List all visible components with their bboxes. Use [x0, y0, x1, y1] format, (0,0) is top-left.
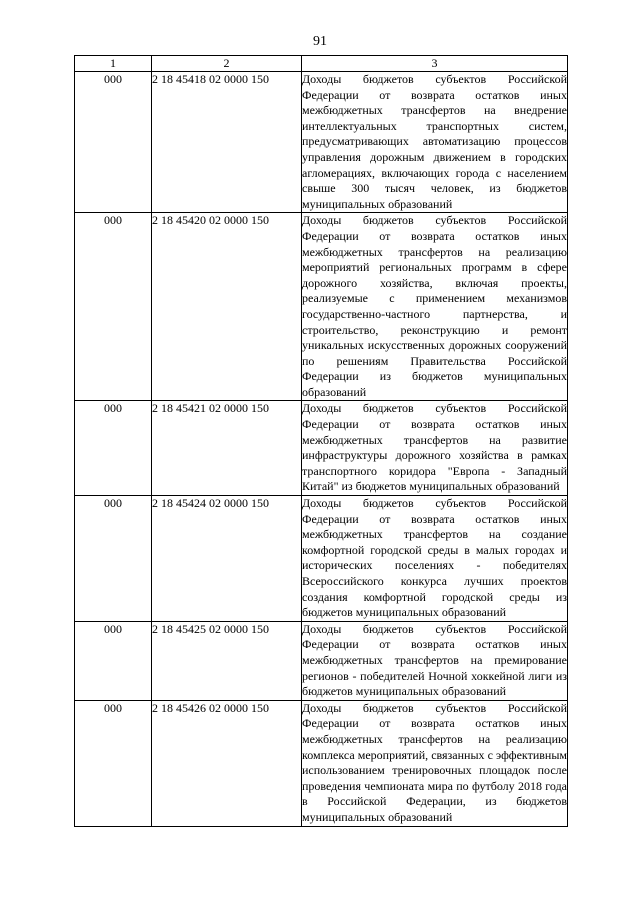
kbk-code-cell: 2 18 45421 02 0000 150 [152, 401, 302, 496]
admin-code-cell: 000 [75, 496, 152, 622]
table-row [75, 401, 568, 496]
admin-code-cell: 000 [75, 621, 152, 700]
table-header-row [75, 56, 568, 72]
table-row [75, 72, 568, 213]
kbk-code-cell: 2 18 45424 02 0000 150 [152, 496, 302, 622]
table-row [75, 213, 568, 401]
column-header-1: 1 [75, 56, 152, 72]
table-row [75, 621, 568, 700]
description-cell: Доходы бюджетов субъектов Российской Федерации от возврата остатков иных межбюджетных трансфертов на реализацию комплекса мероприятий, связанных с эффективным использованием тренировочных площадок после проведения чемпионата мира по футболу 2018 года в Российской Федерации, из бюджетов муниципальных образований [302, 700, 568, 826]
kbk-code-cell: 2 18 45425 02 0000 150 [152, 621, 302, 700]
kbk-code-cell: 2 18 45420 02 0000 150 [152, 213, 302, 401]
table-row [75, 700, 568, 826]
column-header-2: 2 [152, 56, 302, 72]
revenue-classification-table [74, 55, 568, 827]
admin-code-cell: 000 [75, 72, 152, 213]
page-number: 91 [313, 34, 327, 49]
kbk-code-cell: 2 18 45426 02 0000 150 [152, 700, 302, 826]
description-cell: Доходы бюджетов субъектов Российской Федерации от возврата остатков иных межбюджетных трансфертов на создание комфортной городской среды в малых городах и исторических поселениях - победителях Всероссийского конкурса лучших проектов создания комфортной городской среды из бюджетов муниципальных образований [302, 496, 568, 622]
column-header-3: 3 [302, 56, 568, 72]
description-cell: Доходы бюджетов субъектов Российской Федерации от возврата остатков иных межбюджетных трансфертов на реализацию мероприятий региональных программ в сфере дорожного хозяйства, включая проекты, реализуемые с применением механизмов государственно-частного партнерства, и строительство, реконструкцию и ремонт уникальных искусственных дорожных сооружений по решениям Правительства Российской Федерации из бюджетов муниципальных образований [302, 213, 568, 401]
description-cell: Доходы бюджетов субъектов Российской Федерации от возврата остатков иных межбюджетных трансфертов на внедрение интеллектуальных транспортных систем, предусматривающих автоматизацию процессов управления дорожным движением в городских агломерациях, включающих города с населением свыше 300 тысяч человек, из бюджетов муниципальных образований [302, 72, 568, 213]
admin-code-cell: 000 [75, 213, 152, 401]
description-cell: Доходы бюджетов субъектов Российской Федерации от возврата остатков иных межбюджетных трансфертов на премирование регионов - победителей Ночной хоккейной лиги из бюджетов муниципальных образований [302, 621, 568, 700]
description-cell: Доходы бюджетов субъектов Российской Федерации от возврата остатков иных межбюджетных трансфертов на развитие инфраструктуры дорожного хозяйства в рамках транспортного коридора "Европа - Западный Китай" из бюджетов муниципальных образований [302, 401, 568, 496]
table-row [75, 496, 568, 622]
kbk-code-cell: 2 18 45418 02 0000 150 [152, 72, 302, 213]
admin-code-cell: 000 [75, 401, 152, 496]
admin-code-cell: 000 [75, 700, 152, 826]
